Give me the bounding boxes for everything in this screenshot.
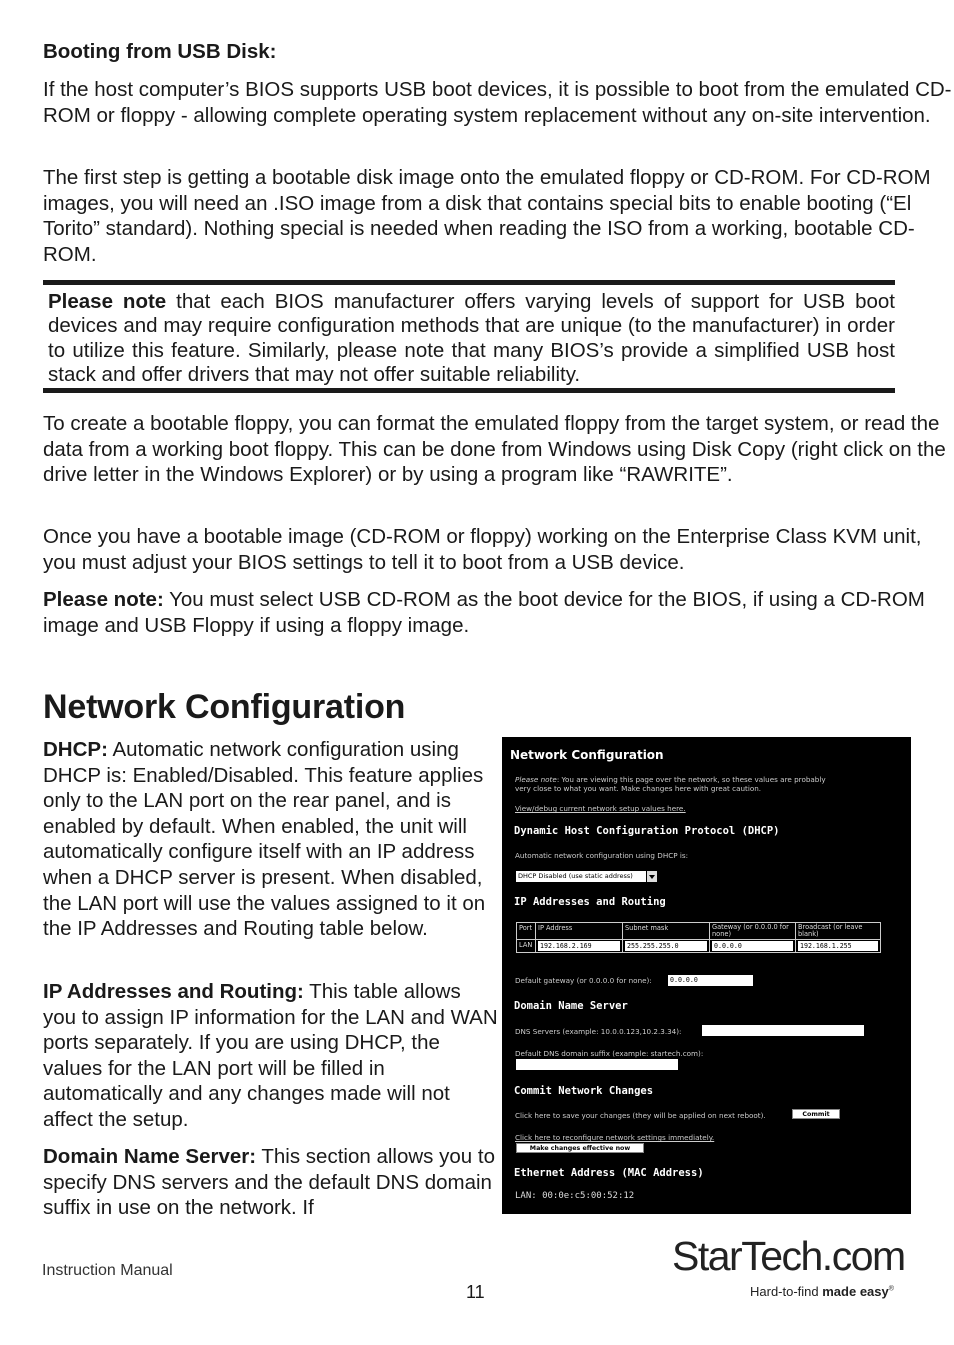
dns-lead: Domain Name Server: xyxy=(43,1145,257,1168)
chevron-down-icon xyxy=(646,871,657,882)
table-header: Port xyxy=(517,923,536,940)
debug-values-link[interactable]: View/debug current network setup values here. xyxy=(515,804,686,813)
footer-manual-label: Instruction Manual xyxy=(42,1262,173,1279)
paragraph-dhcp xyxy=(43,737,498,942)
dns-body: This section allows you to specify DNS servers and the default DNS domain suffix in use on the network. If xyxy=(43,1145,495,1220)
note-box-text xyxy=(43,285,895,387)
logo-wordmark: StarTech.com xyxy=(672,1233,905,1279)
commit-label: Click here to save your changes (they will be applied on next reboot). xyxy=(515,1111,766,1120)
paragraph-bios-support: If the host computer’s BIOS supports USB boot devices, it is possible to boot from the emulated CD-ROM or floppy - allowing complete operating system replacement without any on-site intervention. xyxy=(43,78,952,127)
dhcp-body: Automatic network configuration using DHCP is: Enabled/Disabled. This feature applies only to the LAN port on the rear panel, and is enabled by default. When enabled, the unit will automatically configure itself with an IP address when a DHCP server is present. When disabled, the LAN port will use the values assigned to it on the IP Addresses and Routing table below. xyxy=(43,738,486,941)
broadcast-field[interactable]: 192.168.1.255 xyxy=(798,941,878,951)
ip-section-heading: IP Addresses and Routing xyxy=(514,896,666,908)
tagline-bold: made easy xyxy=(822,1284,889,1299)
dns-servers-label: DNS Servers (example: 10.0.0.123,10.2.3.34): xyxy=(515,1027,682,1036)
paragraph-bootable-floppy: To create a bootable floppy, you can format the emulated floppy from the target system, or read the data from a working boot floppy. This can be done from Windows using Disk Copy (right click on the drive letter in the Windows Explorer) or by using a program like “RAWRITE”. xyxy=(43,412,946,487)
note-lead: Please note xyxy=(48,290,167,313)
page-title-network-configuration: Network Configuration xyxy=(43,688,406,726)
screenshot-title: Network Configuration xyxy=(510,748,664,762)
screenshot-note-text: : You are viewing this page over the network, so these values are probably xyxy=(556,775,826,784)
default-gateway-label: Default gateway (or 0.0.0.0 for none): xyxy=(515,976,652,985)
logo-tagline xyxy=(750,1284,894,1299)
note-body: that each BIOS manufacturer offers varying levels of support for USB boot devices and may require configuration methods that are unique (to the manufacturer) in order to utilize this feature. Similarly, please note that many BIOS’s provide a simplified USB host stack and offer drivers that may not offer suitable reliability. xyxy=(48,290,895,386)
table-cell-gateway[interactable] xyxy=(710,940,796,953)
page-number: 11 xyxy=(466,1282,485,1302)
section-heading-booting: Booting from USB Disk: xyxy=(43,40,277,63)
network-config-screenshot xyxy=(502,737,911,1214)
tagline-pre: Hard-to-find xyxy=(750,1284,823,1299)
mac-address-value: LAN: 00:0e:c5:00:52:12 xyxy=(515,1191,635,1201)
dhcp-lead: DHCP: xyxy=(43,738,108,761)
dns-suffix-label: Default DNS domain suffix (example: startech.com): xyxy=(515,1049,704,1058)
commit-section-heading: Commit Network Changes xyxy=(514,1085,654,1097)
ip-address-field[interactable]: 192.168.2.169 xyxy=(538,941,620,951)
screenshot-note-line1 xyxy=(515,775,826,784)
table-cell-port: LAN xyxy=(517,940,536,953)
reconfigure-label: Click here to reconfigure network settings immediately. xyxy=(515,1133,715,1142)
table-cell-subnet[interactable] xyxy=(623,940,710,953)
ip-body: This table allows you to assign IP information for the LAN and WAN ports separately. If you are using DHCP, the values for the LAN port will be filled in automatically and any changes made will not affect the setup. xyxy=(43,980,498,1131)
boot-note-body: You must select USB CD-ROM as the boot device for the BIOS, if using a CD-ROM image and USB Floppy if using a floppy image. xyxy=(43,588,925,637)
table-header-row xyxy=(517,923,881,940)
paragraph-boot-device-note xyxy=(43,587,954,638)
dns-servers-field[interactable] xyxy=(702,1025,864,1036)
startech-logo xyxy=(672,1233,905,1299)
table-cell-broadcast[interactable] xyxy=(796,940,881,953)
table-row xyxy=(517,940,881,953)
table-header: IP Address xyxy=(536,923,623,940)
mac-section-heading: Ethernet Address (MAC Address) xyxy=(514,1167,704,1179)
dhcp-label: Automatic network configuration using DHCP is: xyxy=(515,851,689,860)
dns-section-heading: Domain Name Server xyxy=(514,1000,628,1012)
table-header: Broadcast (or leave blank) xyxy=(796,923,881,940)
note-box-bios xyxy=(43,280,895,393)
table-cell-ip[interactable] xyxy=(536,940,623,953)
table-header: Subnet mask xyxy=(623,923,710,940)
paragraph-first-step: The first step is getting a bootable disk image onto the emulated floppy or CD-ROM. For CD-ROM images, you will need an .ISO image from a disk that contains special bits to enable booting (“El Torito” standard). Nothing special is needed when reading the ISO from a working, bootable CD-ROM. xyxy=(43,166,931,266)
gateway-field[interactable]: 0.0.0.0 xyxy=(712,941,793,951)
commit-button[interactable]: Commit xyxy=(792,1109,840,1119)
dhcp-select-value: DHCP Disabled (use static address) xyxy=(518,872,633,880)
dns-suffix-field[interactable] xyxy=(516,1059,678,1070)
ip-lead: IP Addresses and Routing: xyxy=(43,980,304,1003)
paragraph-bios-settings: Once you have a bootable image (CD-ROM or floppy) working on the Enterprise Class KVM unit, you must adjust your BIOS settings to tell it to boot from a USB device. xyxy=(43,525,922,574)
paragraph-ip-routing xyxy=(43,979,498,1133)
make-changes-effective-button[interactable]: Make changes effective now xyxy=(516,1143,644,1153)
subnet-mask-field[interactable]: 255.255.255.0 xyxy=(625,941,707,951)
paragraph-dns xyxy=(43,1144,498,1221)
dhcp-section-heading: Dynamic Host Configuration Protocol (DHCP) xyxy=(514,825,780,837)
screenshot-note-line2: very close to what you want. Make changes here with great caution. xyxy=(515,784,762,793)
screenshot-note-label: Please note xyxy=(515,775,557,784)
boot-note-lead: Please note: xyxy=(43,588,164,611)
dhcp-select[interactable] xyxy=(516,871,657,882)
ip-routing-table xyxy=(516,922,881,953)
table-header: Gateway (or 0.0.0.0 for none) xyxy=(710,923,796,940)
default-gateway-field[interactable]: 0.0.0.0 xyxy=(668,975,753,986)
registered-mark: ® xyxy=(888,1285,894,1293)
